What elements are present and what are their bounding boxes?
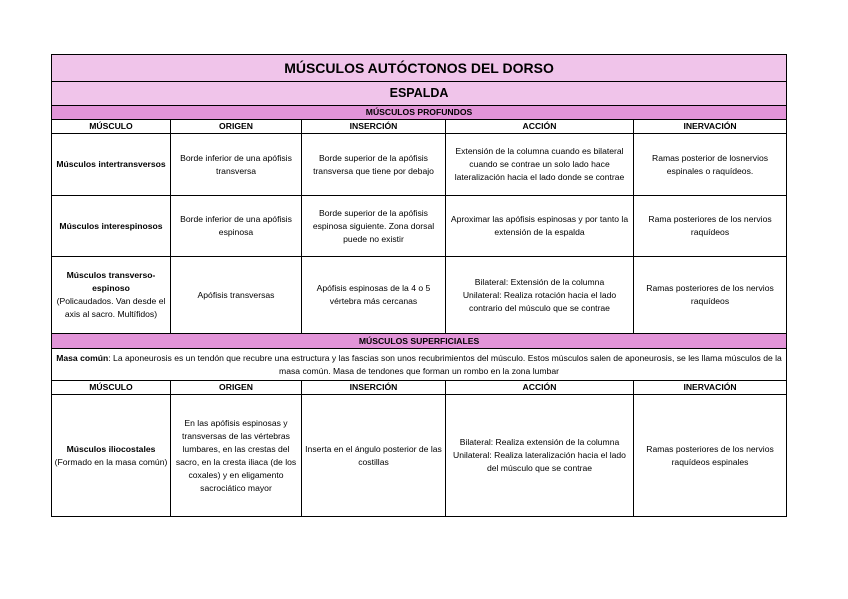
action-cell: Extensión de la columna cuando es bilateral cuando se contrae un solo lado hace lateralización hacia el lado donde se contrae [446, 134, 634, 196]
origin-cell: Apófisis transversas [171, 257, 302, 334]
column-header-origin: ORIGEN [171, 120, 302, 134]
title-row [52, 55, 787, 82]
action-bilateral: Bilateral: Extensión de la columna [474, 276, 605, 287]
muscle-note: (Formado en la masa común) [54, 456, 168, 467]
origin-cell: Borde inferior de una apófisis espinosa [171, 196, 302, 257]
column-header-insertion: INSERCIÓN [302, 120, 446, 134]
table-row [52, 395, 787, 517]
section-title-deep: MÚSCULOS PROFUNDOS [52, 106, 787, 120]
header-row-deep [52, 120, 787, 134]
column-header-action: ACCIÓN [446, 120, 634, 134]
origin-cell: Borde inferior de una apófisis transversa [171, 134, 302, 196]
muscle-name: Músculos intertransversos [52, 134, 171, 196]
muscle-cell [52, 257, 171, 334]
table-row [52, 134, 787, 196]
innervation-cell: Ramas posteriores de los nervios raquídeos espinales [634, 395, 787, 517]
column-header-innervation: INERVACIÓN [634, 120, 787, 134]
section-title-superficial: MÚSCULOS SUPERFICIALES [52, 334, 787, 349]
action-bilateral: Bilateral: Realiza extensión de la columna [459, 437, 620, 447]
action-cell [446, 395, 634, 517]
origin-cell: En las apófisis espinosas y transversas de las vértebras lumbares, en las crestas del sacro, en la cresta iliaca (de los coxales) y en eligamento sacrociático mayor [171, 395, 302, 517]
innervation-cell: Ramas posteriores de los nervios raquídeos [634, 257, 787, 334]
muscle-cell [52, 395, 171, 517]
action-unilateral: Unilateral: Realiza lateralización hacia el lado del músculo que se contrae [453, 450, 626, 473]
action-unilateral: Unilateral: Realiza rotación hacia el lado contrario del músculo que se contrae [462, 289, 617, 313]
note-label: Masa común [56, 352, 109, 363]
innervation-cell: Rama posteriores de los nervios raquídeos [634, 196, 787, 257]
innervation-cell: Ramas posterior de losnervios espinales o raquídeos. [634, 134, 787, 196]
muscle-table [51, 54, 787, 517]
column-header-action: ACCIÓN [446, 381, 634, 395]
note-row [52, 349, 787, 381]
note-text: : La aponeurosis es un tendón que recubre una estructura y las fascias son unos recubrimientos del músculo. Estos músculos salen de aponeurosis, se les llama músculos de la masa común. Masa de tendones que forman un rombo en la zona lumbar [108, 352, 782, 376]
subtitle-row [52, 82, 787, 106]
table-row [52, 257, 787, 334]
header-row-superficial [52, 381, 787, 395]
action-cell [446, 257, 634, 334]
insertion-cell: Borde superior de la apófisis transversa que tiene por debajo [302, 134, 446, 196]
section-row-superficial [52, 334, 787, 349]
table-row [52, 196, 787, 257]
muscle-name: Músculos interespinosos [52, 196, 171, 257]
section-row-deep [52, 106, 787, 120]
column-header-innervation: INERVACIÓN [634, 381, 787, 395]
column-header-muscle: MÚSCULO [52, 381, 171, 395]
masa-comun-note [52, 349, 787, 381]
document-subtitle: ESPALDA [52, 82, 787, 106]
document-title: MÚSCULOS AUTÓCTONOS DEL DORSO [52, 55, 787, 82]
column-header-muscle: MÚSCULO [52, 120, 171, 134]
column-header-origin: ORIGEN [171, 381, 302, 395]
muscle-name: Músculos transverso-espinoso [66, 270, 156, 293]
insertion-cell: Apófisis espinosas de la 4 o 5 vértebra más cercanas [302, 257, 446, 334]
column-header-insertion: INSERCIÓN [302, 381, 446, 395]
muscle-name: Músculos iliocostales [66, 443, 156, 454]
insertion-cell: Inserta en el ángulo posterior de las costillas [302, 395, 446, 517]
action-cell: Aproximar las apófisis espinosas y por tanto la extensión de la espalda [446, 196, 634, 257]
muscle-note: (Policaudados. Van desde el axis al sacro. Multífidos) [56, 296, 166, 319]
insertion-cell: Borde superior de la apófisis espinosa siguiente. Zona dorsal puede no existir [302, 196, 446, 257]
